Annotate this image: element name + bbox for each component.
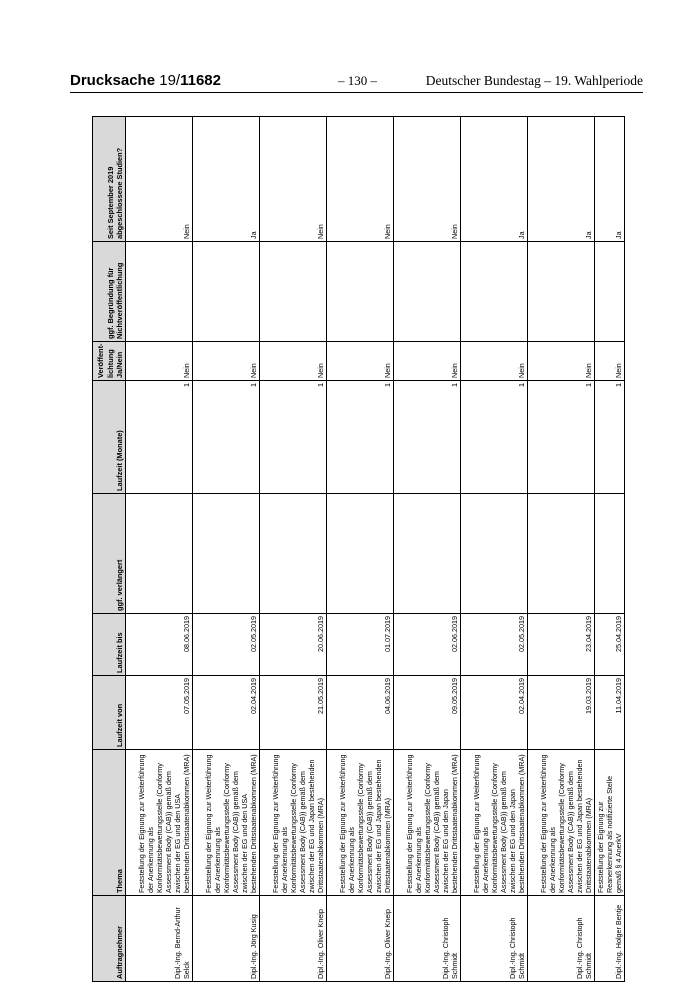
extended-cell [126,494,193,614]
end-date-cell: 23.04.2019 [528,614,595,676]
extended-cell [394,494,461,614]
topic-cell: Feststellung der Eignung zur Reanerkennung als notifizierte Stelle gemäß § 4 AnerkV [595,750,625,896]
reason-cell [528,242,595,342]
table-row [327,117,394,982]
contractor-cell: Dipl.-Ing. Holger Bentje [595,896,625,982]
topic-cell: Feststellung der Eignung zur Weiterführung der Anerkennung als Konformitätsbewertungsstelle (Conformy Assessment Body (CAB)) gemäß dem zwischen der EG und den Japan bestehenden Drittstaatenabkommen (MRA) [394,750,461,896]
published-cell: Nein [193,342,260,381]
contractor-cell: Dipl.-Ing. Christoph Schmidt [394,896,461,982]
table-row [528,117,595,982]
months-cell: 1 [595,381,625,494]
column-header: Auftragnehmer [93,896,126,982]
end-date-cell: 02.05.2019 [461,614,528,676]
months-cell: 1 [260,381,327,494]
end-date-cell: 08.06.2019 [126,614,193,676]
table-row [461,117,528,982]
document-period: 19/ [159,72,181,89]
extended-cell [260,494,327,614]
start-date-cell: 09.05.2019 [394,676,461,750]
column-header: Seit September 2019 abgeschlossene Studien? [93,117,126,242]
months-cell: 1 [528,381,595,494]
topic-cell: Feststellung der Eignung zur Weiterführung der Anerkennung als Konformitätsbewertungsstelle (Conformy Assessment Body (CAB)) gemäß dem zwischen der EG und Japan bestehenden Drittstaatenabkommen (MRA) [260,750,327,896]
end-date-cell: 25.04.2019 [595,614,625,676]
published-cell: Nein [528,342,595,381]
contractor-cell: Dipl.-Ing. Oliver Kneip [327,896,394,982]
reason-cell [327,242,394,342]
completed-cell: Nein [327,117,394,242]
table-header-row [93,117,126,982]
extended-cell [528,494,595,614]
column-header: Veröffent-lichtung Ja/Nein [93,342,126,381]
reason-cell [595,242,625,342]
reason-cell [126,242,193,342]
completed-cell: Nein [126,117,193,242]
start-date-cell: 11.04.2019 [595,676,625,750]
reason-cell [260,242,327,342]
reason-cell [193,242,260,342]
contractor-cell: Dipl.-Ing. Oliver Kneip [260,896,327,982]
header-rule [70,92,643,93]
months-cell: 1 [193,381,260,494]
document-label: Drucksache [70,72,156,89]
studies-table [92,116,625,982]
column-header: ggf. Begründung für Nichtveröffentlichung [93,242,126,342]
contractor-cell: Dipl.-Ing. Bernd-Arthur Selck [126,896,193,982]
completed-cell: Ja [528,117,595,242]
completed-cell: Ja [193,117,260,242]
extended-cell [595,494,625,614]
end-date-cell: 02.06.2019 [394,614,461,676]
published-cell: Nein [260,342,327,381]
start-date-cell: 07.05.2019 [126,676,193,750]
reason-cell [394,242,461,342]
published-cell: Nein [595,342,625,381]
completed-cell: Ja [595,117,625,242]
document-number [70,72,221,89]
table-row [260,117,327,982]
months-cell: 1 [327,381,394,494]
end-date-cell: 01.07.2019 [327,614,394,676]
months-cell: 1 [394,381,461,494]
column-header: ggf. verlängert [93,494,126,614]
reason-cell [461,242,528,342]
published-cell: Nein [126,342,193,381]
page-number: – 130 – [338,73,377,88]
months-cell: 1 [126,381,193,494]
table-row [595,117,625,982]
topic-cell: Feststellung der Eignung zur Weiterführung der Anerkennung als Konformitätsbewertungsstelle (Conformy Assessment Body (CAB)) gemäß dem zwischen der EG und den Japan bestehenden Drittstaatenabkommen (MRA) [461,750,528,896]
contractor-cell: Dipl.-Ing. Christoph Schmidt [461,896,528,982]
extended-cell [327,494,394,614]
column-header: Laufzeit bis [93,614,126,676]
topic-cell: Feststellung der Eignung zur Weiterführung der Anerkennung als Konformitätsbewertungsstelle (Conformy Assessment Body (CAB)) gemäß dem zwischen der EG und Japan bestehenden Drittstaatenabkommen (MRA) [327,750,394,896]
column-header: Thema [93,750,126,896]
published-cell: Nein [394,342,461,381]
completed-cell: Nein [260,117,327,242]
topic-cell: Feststellung der Eignung zur Weiterführung der Anerkennung als Konformitätsbewertungsstelle (Conformy Assessment Body (CAB)) gemäß dem zwischen der EG und Japan bestehenden Drittstaatenabkommen (MRA) [528,750,595,896]
end-date-cell: 20.06.2019 [260,614,327,676]
page-header [70,68,643,92]
start-date-cell: 19.03.2019 [528,676,595,750]
completed-cell: Ja [461,117,528,242]
column-header: Laufzeit von [93,676,126,750]
contractor-cell: Dipl.-Ing. Jörg Kusig [193,896,260,982]
topic-cell: Feststellung der Eignung zur Weiterführung der Anerkennung als Konformitätsbewertungsstelle (Conformy Assessment Body (CAB)) gemäß dem zwischen der EG und den USA bestehenden Drittstaatenabkommen (MRA) [193,750,260,896]
document-number-value: 11682 [180,72,221,89]
end-date-cell: 02.05.2019 [193,614,260,676]
extended-cell [461,494,528,614]
rotated-table-wrapper [92,117,623,982]
table-row [126,117,193,982]
start-date-cell: 21.05.2019 [260,676,327,750]
completed-cell: Nein [394,117,461,242]
start-date-cell: 04.06.2019 [327,676,394,750]
column-header: Laufzeit (Monate) [93,381,126,494]
contractor-cell: Dipl.-Ing. Christoph Schmidt [528,896,595,982]
table-row [394,117,461,982]
institution-label: Deutscher Bundestag – 19. Wahlperiode [425,73,643,88]
start-date-cell: 02.04.2019 [461,676,528,750]
start-date-cell: 02.04.2019 [193,676,260,750]
table-row [193,117,260,982]
rotated-table [92,117,623,982]
topic-cell: Feststellung der Eignung zur Weiterführung der Anerkennung als Konformitätsbewertungsstelle (Conformy Assessment Body (CAB)) gemäß dem zwischen der EG und den USA bestehenden Drittstaatenabkommen (MRA) [126,750,193,896]
published-cell: Nein [327,342,394,381]
months-cell: 1 [461,381,528,494]
published-cell: Nein [461,342,528,381]
extended-cell [193,494,260,614]
